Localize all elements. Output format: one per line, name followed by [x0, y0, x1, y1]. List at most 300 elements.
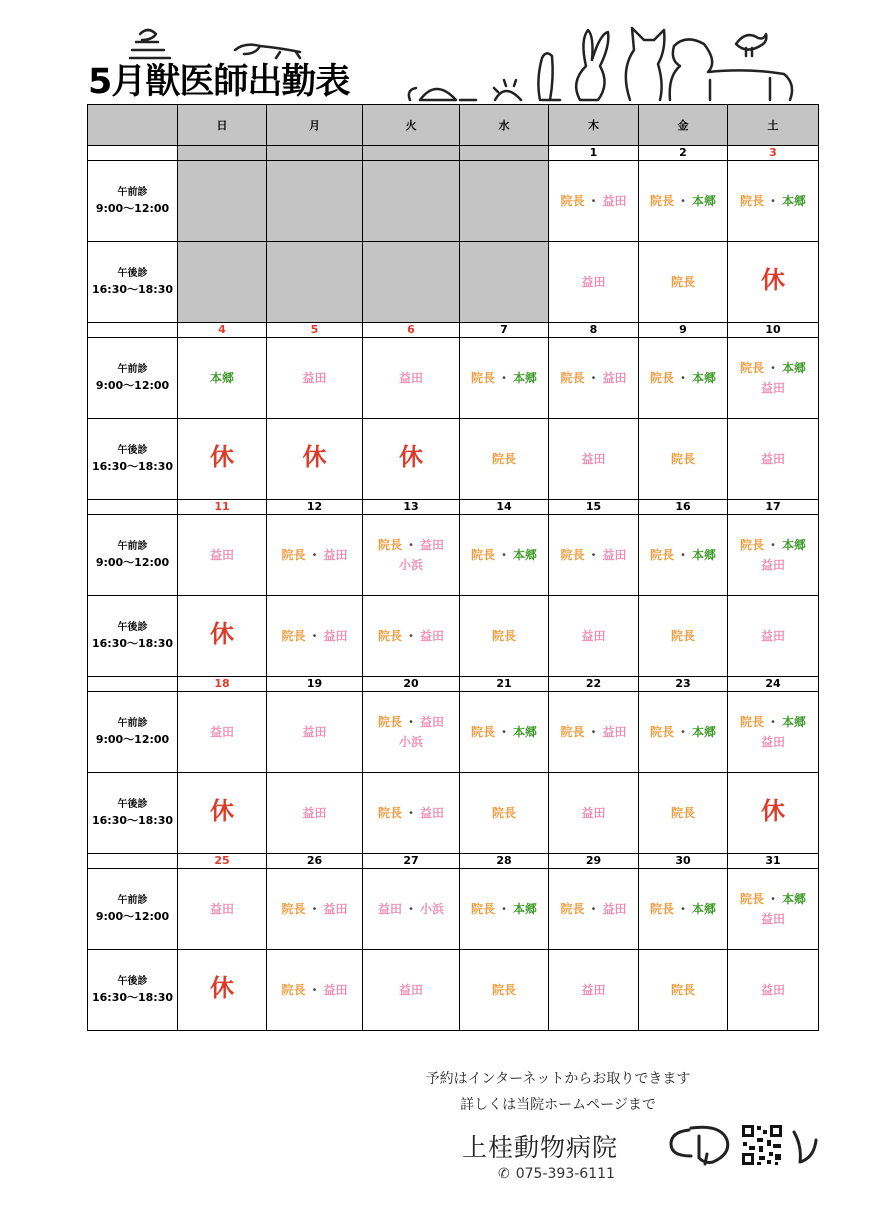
schedule-cell — [549, 515, 639, 596]
schedule-cell — [363, 419, 460, 500]
doctor-name: 本郷 — [209, 371, 234, 385]
date-thu: 1 — [549, 146, 639, 161]
schedule-cell — [728, 242, 819, 323]
cell-line — [363, 803, 459, 823]
doctor-name: 院長 — [491, 806, 516, 820]
cell-line — [728, 909, 818, 929]
date-row — [88, 146, 819, 161]
separator-dot: ・ — [404, 538, 417, 552]
date-sat: 3 — [728, 146, 819, 161]
doctor-name: 本郷 — [513, 902, 538, 916]
doctor-name: 益田 — [323, 902, 348, 916]
slot-name: 午後診 — [117, 445, 148, 456]
weekday-sat: 土 — [728, 105, 819, 146]
snake-icon — [130, 30, 170, 58]
cell-line — [728, 191, 818, 211]
schedule-cell — [267, 419, 363, 500]
cell-line — [178, 620, 266, 648]
doctor-name: 益田 — [209, 902, 234, 916]
schedule-cell — [178, 242, 267, 323]
slot-label — [88, 950, 178, 1031]
weekday-header-row — [88, 105, 819, 146]
doctor-name: 本郷 — [782, 715, 807, 729]
schedule-cell — [267, 338, 363, 419]
doctor-name: 院長 — [560, 902, 585, 916]
cell-line — [639, 980, 727, 1000]
separator-dot: ・ — [308, 629, 321, 643]
doctor-name: 益田 — [760, 558, 785, 572]
schedule-cell — [639, 515, 728, 596]
schedule-cell — [460, 419, 549, 500]
doctor-name: 院長 — [739, 194, 764, 208]
doctor-name: 本郷 — [782, 538, 807, 552]
schedule-cell — [639, 869, 728, 950]
date-row-label — [88, 500, 178, 515]
closed-mark: 休 — [210, 974, 234, 1002]
cell-line — [639, 545, 727, 565]
closed-mark: 休 — [210, 443, 234, 471]
date-sat: 31 — [728, 854, 819, 869]
animal-silhouettes-decoration — [110, 14, 810, 106]
slot-time: 16:30〜18:30 — [91, 637, 174, 650]
slot-name: 午後診 — [117, 799, 148, 810]
weekday-fri: 金 — [639, 105, 728, 146]
separator-dot: ・ — [404, 806, 417, 820]
separator-dot: ・ — [404, 715, 417, 729]
cell-line — [639, 191, 727, 211]
separator-dot: ・ — [676, 194, 689, 208]
doctor-name: 本郷 — [782, 361, 807, 375]
date-row-label — [88, 323, 178, 338]
schedule-cell — [363, 773, 460, 854]
doctor-name: 院長 — [649, 725, 674, 739]
doctor-name: 益田 — [398, 371, 423, 385]
separator-dot: ・ — [676, 548, 689, 562]
page-title: 5月獣医師出勤表 — [88, 62, 350, 102]
date-wed: 7 — [460, 323, 549, 338]
slot-name: 午後診 — [117, 268, 148, 279]
doctor-name: 益田 — [302, 806, 327, 820]
schedule-cell — [363, 242, 460, 323]
doctor-name: 院長 — [670, 275, 695, 289]
date-sun: 25 — [178, 854, 267, 869]
schedule-cell — [549, 419, 639, 500]
doctor-name: 院長 — [739, 892, 764, 906]
doctor-name: 本郷 — [692, 371, 717, 385]
doctor-name: 院長 — [649, 371, 674, 385]
slot-name: 午後診 — [117, 976, 148, 987]
slot-label — [88, 242, 178, 323]
slot-time: 9:00〜12:00 — [95, 202, 170, 215]
date-fri: 30 — [639, 854, 728, 869]
cell-line — [178, 443, 266, 471]
cell-line — [178, 545, 266, 565]
schedule-cell — [549, 596, 639, 677]
schedule-cell — [728, 596, 819, 677]
pm-slot-row — [88, 242, 819, 323]
slot-time: 16:30〜18:30 — [91, 991, 174, 1004]
cat-icon — [626, 28, 665, 100]
schedule-cell — [460, 515, 549, 596]
schedule-cell — [728, 338, 819, 419]
schedule-cell — [267, 596, 363, 677]
slot-name: 午前診 — [117, 364, 148, 375]
date-sat: 10 — [728, 323, 819, 338]
schedule-cell — [460, 338, 549, 419]
doctor-name: 小浜 — [398, 735, 423, 749]
schedule-cell — [178, 515, 267, 596]
schedule-cell — [178, 338, 267, 419]
separator-dot: ・ — [766, 194, 779, 208]
slot-name: 午後診 — [117, 622, 148, 633]
slot-time: 16:30〜18:30 — [91, 283, 174, 296]
schedule-cell — [549, 692, 639, 773]
cell-line — [460, 449, 548, 469]
doctor-name: 小浜 — [398, 558, 423, 572]
cell-line — [549, 980, 638, 1000]
date-mon: 26 — [267, 854, 363, 869]
cell-line — [267, 443, 362, 471]
schedule-cell — [728, 515, 819, 596]
rabbit-icon — [576, 30, 608, 100]
cell-line — [363, 368, 459, 388]
pm-slot-row — [88, 419, 819, 500]
doctor-name: 益田 — [420, 629, 445, 643]
slot-label — [88, 869, 178, 950]
doctor-name: 本郷 — [513, 548, 538, 562]
cell-line — [460, 368, 548, 388]
doctor-name: 院長 — [470, 371, 495, 385]
schedule-cell — [363, 950, 460, 1031]
schedule-cell — [728, 869, 819, 950]
header-corner — [88, 105, 178, 146]
date-mon: 12 — [267, 500, 363, 515]
cell-line — [178, 899, 266, 919]
doctor-name: 益田 — [602, 548, 627, 562]
schedule-cell — [460, 161, 549, 242]
hospital-logo-icon — [665, 1120, 735, 1170]
slot-name: 午前診 — [117, 541, 148, 552]
date-fri: 23 — [639, 677, 728, 692]
doctor-name: 本郷 — [692, 902, 717, 916]
schedule-cell — [363, 869, 460, 950]
schedule-cell — [639, 596, 728, 677]
hedgehog-tortoise-icons — [409, 80, 521, 100]
date-wed — [460, 146, 549, 161]
cell-line — [460, 722, 548, 742]
closed-mark: 休 — [302, 443, 327, 471]
am-slot-row — [88, 515, 819, 596]
cell-line — [267, 899, 362, 919]
closed-mark: 休 — [761, 266, 785, 294]
doctor-name: 院長 — [670, 452, 695, 466]
date-row — [88, 323, 819, 338]
hospital-name: 上桂動物病院 — [462, 1133, 619, 1162]
doctor-name: 院長 — [649, 902, 674, 916]
date-sun: 18 — [178, 677, 267, 692]
closed-mark: 休 — [761, 797, 785, 825]
slot-time: 16:30〜18:30 — [91, 460, 174, 473]
doctor-name: 益田 — [581, 629, 606, 643]
doctor-name: 益田 — [209, 548, 234, 562]
date-sun — [178, 146, 267, 161]
closed-mark: 休 — [210, 797, 234, 825]
schedule-cell — [728, 773, 819, 854]
cell-line — [728, 378, 818, 398]
schedule-cell — [549, 242, 639, 323]
cell-line — [460, 626, 548, 646]
weekday-tue: 火 — [363, 105, 460, 146]
cell-line — [639, 899, 727, 919]
date-tue — [363, 146, 460, 161]
closed-mark: 休 — [399, 443, 423, 471]
schedule-cell — [178, 869, 267, 950]
schedule-cell — [178, 419, 267, 500]
cell-line — [363, 535, 459, 555]
schedule-cell — [639, 692, 728, 773]
schedule-cell — [639, 338, 728, 419]
cell-line — [728, 449, 818, 469]
schedule-cell — [549, 773, 639, 854]
cell-line — [267, 368, 362, 388]
separator-dot: ・ — [497, 902, 510, 916]
doctor-name: 院長 — [470, 902, 495, 916]
dog-ear-icon — [790, 1124, 820, 1168]
dog-icon — [670, 39, 792, 100]
cell-line — [178, 974, 266, 1002]
date-row — [88, 677, 819, 692]
cell-line — [363, 712, 459, 732]
date-fri: 2 — [639, 146, 728, 161]
schedule-cell — [267, 773, 363, 854]
closed-mark: 休 — [210, 620, 234, 648]
pm-slot-row — [88, 773, 819, 854]
schedule-cell — [460, 692, 549, 773]
date-thu: 8 — [549, 323, 639, 338]
cell-line — [549, 272, 638, 292]
schedule-table — [87, 104, 819, 1031]
cell-line — [549, 899, 638, 919]
doctor-name: 院長 — [739, 361, 764, 375]
doctor-name: 益田 — [420, 806, 445, 820]
slot-label — [88, 596, 178, 677]
schedule-cell — [549, 161, 639, 242]
schedule-cell — [549, 869, 639, 950]
reservation-note: 予約はインターネットからお取りできます — [425, 1071, 691, 1087]
cell-line — [728, 358, 818, 378]
doctor-name: 小浜 — [420, 902, 445, 916]
slot-time: 9:00〜12:00 — [95, 379, 170, 392]
date-wed: 14 — [460, 500, 549, 515]
separator-dot: ・ — [587, 902, 600, 916]
am-slot-row — [88, 692, 819, 773]
weekday-wed: 水 — [460, 105, 549, 146]
slot-time: 9:00〜12:00 — [95, 556, 170, 569]
ferret-icon — [235, 45, 300, 58]
doctor-name: 益田 — [209, 725, 234, 739]
separator-dot: ・ — [766, 715, 779, 729]
doctor-name: 院長 — [670, 983, 695, 997]
doctor-name: 益田 — [581, 806, 606, 820]
cell-line — [549, 803, 638, 823]
meerkat-icon — [538, 53, 560, 100]
doctor-name: 院長 — [649, 194, 674, 208]
separator-dot: ・ — [404, 629, 417, 643]
schedule-cell — [363, 338, 460, 419]
schedule-cell — [363, 692, 460, 773]
doctor-name: 院長 — [491, 983, 516, 997]
cell-line — [460, 980, 548, 1000]
doctor-name: 院長 — [649, 548, 674, 562]
cell-line — [549, 722, 638, 742]
doctor-name: 院長 — [281, 902, 306, 916]
date-row-label — [88, 677, 178, 692]
doctor-name: 益田 — [420, 715, 445, 729]
am-slot-row — [88, 869, 819, 950]
bird-icon — [736, 34, 766, 56]
separator-dot: ・ — [587, 371, 600, 385]
schedule-cell — [363, 515, 460, 596]
doctor-name: 院長 — [670, 806, 695, 820]
weekday-sun: 日 — [178, 105, 267, 146]
schedule-cell — [363, 596, 460, 677]
separator-dot: ・ — [676, 371, 689, 385]
cell-line — [639, 803, 727, 823]
cell-line — [639, 449, 727, 469]
cell-line — [639, 626, 727, 646]
cell-line — [460, 545, 548, 565]
slot-name: 午前診 — [117, 718, 148, 729]
cell-line — [460, 899, 548, 919]
cell-line — [549, 545, 638, 565]
separator-dot: ・ — [676, 725, 689, 739]
doctor-name: 益田 — [323, 983, 348, 997]
doctor-name: 益田 — [302, 371, 327, 385]
schedule-cell — [460, 869, 549, 950]
doctor-name: 院長 — [281, 629, 306, 643]
separator-dot: ・ — [766, 361, 779, 375]
schedule-cell — [460, 242, 549, 323]
date-fri: 9 — [639, 323, 728, 338]
separator-dot: ・ — [766, 892, 779, 906]
schedule-cell — [460, 950, 549, 1031]
schedule-cell — [549, 950, 639, 1031]
doctor-name: 益田 — [760, 452, 785, 466]
cell-line — [267, 626, 362, 646]
date-row — [88, 854, 819, 869]
slot-name: 午前診 — [117, 187, 148, 198]
doctor-name: 院長 — [739, 715, 764, 729]
schedule-cell — [178, 596, 267, 677]
date-fri: 16 — [639, 500, 728, 515]
cell-line — [728, 980, 818, 1000]
separator-dot: ・ — [308, 548, 321, 562]
date-tue: 13 — [363, 500, 460, 515]
cell-line — [363, 899, 459, 919]
doctor-name: 本郷 — [692, 548, 717, 562]
doctor-name: 院長 — [470, 725, 495, 739]
phone-number — [498, 1166, 615, 1182]
doctor-name: 院長 — [491, 452, 516, 466]
doctor-name: 益田 — [398, 983, 423, 997]
schedule-cell — [178, 161, 267, 242]
am-slot-row — [88, 338, 819, 419]
cell-line — [460, 803, 548, 823]
doctor-name: 本郷 — [513, 371, 538, 385]
doctor-name: 院長 — [281, 548, 306, 562]
schedule-cell — [267, 869, 363, 950]
slot-label — [88, 161, 178, 242]
schedule-cell — [178, 692, 267, 773]
schedule-cell — [363, 161, 460, 242]
cell-line — [639, 368, 727, 388]
doctor-name: 益田 — [323, 548, 348, 562]
cell-line — [363, 732, 459, 752]
doctor-name: 益田 — [760, 381, 785, 395]
date-mon: 5 — [267, 323, 363, 338]
cell-line — [728, 555, 818, 575]
cell-line — [363, 980, 459, 1000]
doctor-name: 院長 — [560, 194, 585, 208]
cell-line — [728, 535, 818, 555]
cell-line — [549, 449, 638, 469]
slot-time: 9:00〜12:00 — [95, 910, 170, 923]
separator-dot: ・ — [308, 983, 321, 997]
doctor-name: 院長 — [377, 538, 402, 552]
doctor-name: 益田 — [581, 275, 606, 289]
doctor-name: 院長 — [560, 548, 585, 562]
schedule-cell — [728, 950, 819, 1031]
date-mon: 19 — [267, 677, 363, 692]
schedule-cell — [639, 161, 728, 242]
cell-line — [728, 732, 818, 752]
date-tue: 6 — [363, 323, 460, 338]
qr-code-icon[interactable] — [741, 1124, 783, 1166]
doctor-name: 院長 — [560, 371, 585, 385]
cell-line — [728, 266, 818, 294]
slot-label — [88, 338, 178, 419]
homepage-note: 詳しくは当院ホームページまで — [460, 1097, 656, 1113]
date-row — [88, 500, 819, 515]
doctor-name: 院長 — [377, 629, 402, 643]
doctor-name: 院長 — [377, 715, 402, 729]
slot-label — [88, 692, 178, 773]
doctor-name: 益田 — [760, 983, 785, 997]
cell-line — [728, 626, 818, 646]
schedule-cell — [728, 692, 819, 773]
separator-dot: ・ — [587, 548, 600, 562]
doctor-name: 本郷 — [782, 892, 807, 906]
cell-line — [549, 626, 638, 646]
date-tue: 27 — [363, 854, 460, 869]
schedule-body — [88, 146, 819, 1031]
slot-label — [88, 773, 178, 854]
doctor-name: 院長 — [670, 629, 695, 643]
schedule-cell — [639, 419, 728, 500]
schedule-cell — [460, 596, 549, 677]
date-wed: 21 — [460, 677, 549, 692]
date-sun: 11 — [178, 500, 267, 515]
cell-line — [178, 797, 266, 825]
separator-dot: ・ — [587, 194, 600, 208]
separator-dot: ・ — [497, 371, 510, 385]
separator-dot: ・ — [308, 902, 321, 916]
doctor-name: 益田 — [602, 725, 627, 739]
schedule-cell — [728, 419, 819, 500]
doctor-name: 益田 — [302, 725, 327, 739]
cell-line — [728, 712, 818, 732]
doctor-name: 益田 — [323, 629, 348, 643]
